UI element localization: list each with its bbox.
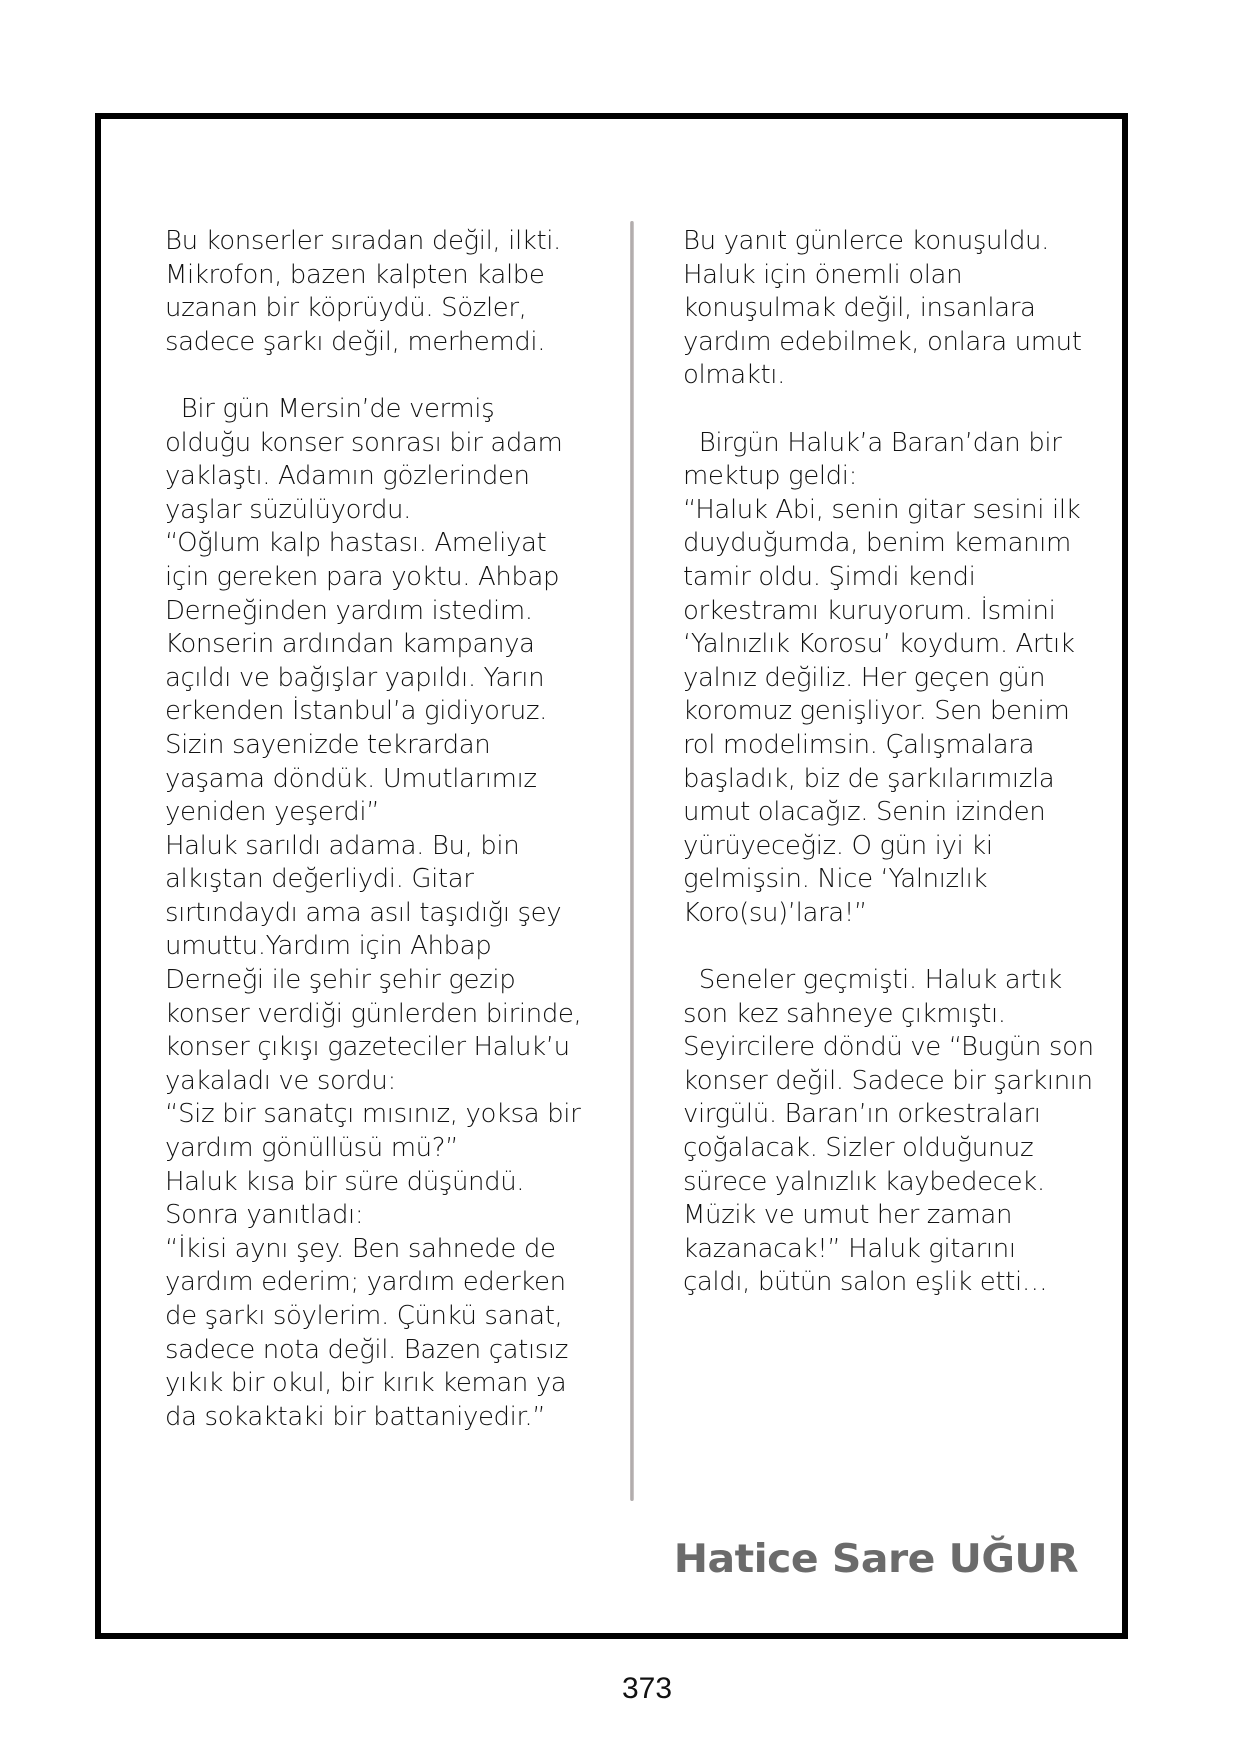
text-line: “Siz bir sanatçı mısınız, yoksa bir (165, 1099, 581, 1130)
text-line: çaldı, bütün salon eşlik etti… (683, 1267, 1048, 1298)
text-line: yardım ederim; yardım ederken (165, 1267, 566, 1298)
paragraph (683, 964, 1113, 1300)
text-line: yakaladı ve sordu: (165, 1065, 396, 1096)
text-line: Haluk sarıldı adama. Bu, bin (165, 830, 520, 861)
text-line: Müzik ve umut her zaman (683, 1200, 1013, 1231)
text-line: sadece nota değil. Bazen çatısız (165, 1334, 568, 1365)
text-line: yaklaştı. Adamın gözlerinden (165, 461, 530, 492)
text-line: Derneğinden yardım istedim. (165, 595, 533, 626)
text-line: Sizin sayenizde tekrardan (165, 729, 491, 760)
text-line: koromuz genişliyor. Sen benim (683, 696, 1070, 727)
text-line: yaşlar süzülüyordu. (165, 494, 412, 525)
paragraph (165, 393, 605, 1434)
paragraph (683, 427, 1113, 931)
column-divider (630, 221, 634, 1501)
author-signature: Hatice Sare UĞUR (673, 1537, 1078, 1582)
text-line: Seneler geçmişti. Haluk artık (683, 965, 1062, 996)
text-line: da sokaktaki bir battaniyedir.” (165, 1401, 546, 1432)
text-line: yaşama döndük. Umutlarımız (165, 763, 537, 794)
text-line: Mikrofon, bazen kalpten kalbe (165, 259, 545, 290)
text-line: duyduğumda, benim kemanım (683, 528, 1071, 559)
text-line: umuttu.Yardım için Ahbap (165, 931, 492, 962)
text-line: başladık, biz de şarkılarımızla (683, 763, 1055, 794)
paragraph (165, 225, 605, 359)
text-line: son kez sahneye çıkmıştı. (683, 998, 1006, 1029)
text-line: tamir oldu. Şimdi kendi (683, 561, 976, 592)
text-line: sırtındaydı ama asıl taşıdığı şey (165, 897, 562, 928)
text-line: konuşulmak değil, insanlara (683, 293, 1036, 324)
text-line: yardım edebilmek, onlara umut (683, 326, 1082, 357)
page-frame (95, 113, 1128, 1639)
text-line: Bu yanıt günlerce konuşuldu. (683, 226, 1049, 256)
text-line: Derneği ile şehir şehir gezip (165, 965, 516, 996)
text-line: sürece yalnızlık kaybedecek. (683, 1166, 1045, 1197)
text-line: orkestramı kuruyorum. İsmini (683, 595, 1056, 626)
text-line: yürüyeceğiz. O gün iyi ki (683, 830, 993, 861)
text-line: Haluk için önemli olan (683, 259, 963, 290)
text-line: Seyircilere döndü ve “Bugün son (683, 1032, 1094, 1063)
text-line: Sonra yanıtladı: (165, 1200, 364, 1231)
text-line: virgülü. Baran’ın orkestraları (683, 1099, 1041, 1130)
text-line: umut olacağız. Senin izinden (683, 797, 1046, 828)
text-line: olduğu konser sonrası bir adam (165, 427, 563, 458)
text-line: konser verdiği günlerden birinde, (165, 998, 582, 1029)
text-line: Koro(su)’lara!” (683, 897, 867, 928)
text-line: “Haluk Abi, senin gitar sesini ilk (683, 494, 1081, 525)
text-line: olmaktı. (683, 360, 785, 391)
text-line: mektup geldi: (683, 461, 857, 492)
text-line: “Oğlum kalp hastası. Ameliyat (165, 528, 547, 559)
page-number: 373 (621, 1672, 673, 1705)
text-line: konser değil. Sadece bir şarkının (683, 1065, 1093, 1096)
left-column (165, 225, 605, 1468)
text-line: Birgün Haluk’a Baran’dan bir (683, 427, 1062, 458)
paragraph (683, 225, 1113, 393)
text-line: kazanacak!” Haluk gitarını (683, 1233, 1016, 1264)
text-line: açıldı ve bağışlar yapıldı. Yarın (165, 662, 545, 693)
text-line: gelmişsin. Nice ‘Yalnızlık (683, 864, 988, 895)
right-column (683, 225, 1113, 1334)
text-line: de şarkı söylerim. Çünkü sanat, (165, 1301, 563, 1331)
text-line: sadece şarkı değil, merhemdi. (165, 326, 546, 357)
text-line: Haluk kısa bir süre düşündü. (165, 1166, 525, 1197)
text-line: Konserin ardından kampanya (165, 629, 535, 660)
text-line: konser çıkışı gazeteciler Haluk’u (165, 1032, 570, 1063)
text-line: için gereken para yoktu. Ahbap (165, 561, 560, 592)
text-line: uzanan bir köprüydü. Sözler, (165, 293, 527, 324)
text-line: yeniden yeşerdi” (165, 797, 380, 828)
text-line: erkenden İstanbul’a gidiyoruz. (165, 696, 547, 727)
text-line: “İkisi aynı şey. Ben sahnede de (165, 1233, 556, 1264)
text-line: rol modelimsin. Çalışmalara (683, 729, 1035, 760)
text-line: yıkık bir okul, bir kırık keman ya (165, 1368, 567, 1399)
text-line: Bu konserler sıradan değil, ilkti. (165, 226, 561, 256)
text-line: çoğalacak. Sizler olduğunuz (683, 1133, 1034, 1164)
text-line: Bir gün Mersin’de vermiş (165, 393, 495, 424)
text-line: yalnız değiliz. Her geçen gün (683, 662, 1046, 693)
text-line: yardım gönüllüsü mü?” (165, 1133, 459, 1164)
text-line: ‘Yalnızlık Korosu’ koydum. Artık (683, 629, 1075, 660)
text-line: alkıştan değerliydi. Gitar (165, 864, 474, 895)
